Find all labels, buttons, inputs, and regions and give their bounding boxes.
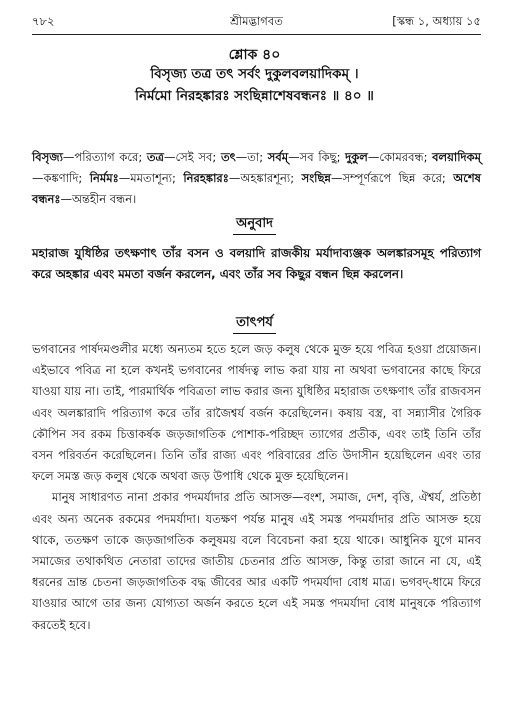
purport-paragraph-2: মানুষ সাধারণত নানা প্রকার পদমর্যাদার প্রতি আসক্ত—বংশ, সমাজ, দেশ, বৃত্তি, ঐশ্বর্য, প্রতিষ্ঠা এবং অন্য অনেক রকমের পদমর্যাদা। যতক্ষণ পর্যন্ত মানুষ এই সমস্ত পদমর্যাদার প্রতি আসক্ত হয়ে থাকে, ততক্ষণ তাকে জড়জাগতিক কলুষময় বলে বিবেচনা করা হয়ে থাকে। আধুনিক যুগে মানব সমাজের তথাকথিত নেতারা তাদের জাতীয় চেতনার প্রতি আসক্ত, কিন্তু তারা জানে না যে, এই ধরনের ভ্রান্ত চেতনা জড়জাগতিক বদ্ধ জীবের আর একটি পদমর্যাদা বোধ মাত্র। ভগবদ্-ধামে ফিরে যাওয়ার আগে তার জন্য যোগ্যতা অর্জন করতে হলে এই সমস্ত পদমর্যাদা বোধ মানুষকে পরিত্যাগ করতেই হবে। bbox=[32, 490, 481, 632]
sanskrit-word: নির্মমঃ bbox=[89, 171, 119, 185]
translation-heading: অনুবাদ bbox=[0, 215, 509, 235]
sanskrit-word: তত্র bbox=[146, 150, 164, 164]
sanskrit-word: বিসৃজ্য bbox=[32, 150, 63, 164]
translation-text: মহারাজ যুধিষ্ঠির তৎক্ষণাৎ তাঁর বসন ও বলয়াদি রাজকীয় মর্যাদাব্যঞ্জক অলঙ্কারসমূহ পরিত্যাগ করে অহঙ্কার এবং মমতা বর্জন করলেন, এবং তাঁর সব কিছুর বন্ধন ছিন্ন করলেন। bbox=[32, 246, 481, 281]
running-header bbox=[32, 10, 481, 32]
sanskrit-word: তৎ bbox=[220, 150, 236, 164]
sanskrit-word: সর্বম্ bbox=[267, 150, 289, 164]
word-meaning: সম্পূর্ণরূপে ছিন্ন করে; bbox=[342, 171, 454, 185]
sanskrit-word: দুকুল bbox=[345, 150, 368, 164]
sanskrit-word: অশেষ বন্ধনঃ bbox=[32, 171, 482, 206]
purport-paragraph-1: ভগবানের পার্ষদমণ্ডলীর মধ্যে অন্যতম হতে হলে জড় কলুষ থেকে মুক্ত হয়ে পবিত্র হওয়া প্রয়োজন। এইভাবে পবিত্র না হলে কখনই ভগবানের পার্ষদত্ব লাভ করা যায় না অথবা ভগবানের কাছে ফিরে যাওয়া যায় না। তাই, পারমার্থিক পবিত্রতা লাভ করার জন্য যুধিষ্ঠির মহারাজ তৎক্ষণাৎ তাঁর রাজবসন এবং অলঙ্কারাদি পরিত্যাগ করে তাঁর রাজৈশ্বর্য বর্জন করেছিলেন। কষায় বস্ত্র, বা সন্ন্যাসীর গৈরিক কৌপিন সব রকম চিত্তাকর্ষক জড়জাগতিক পোশাক-পরিচ্ছদ ত্যাগের প্রতীক, এবং তাই তিনি তাঁর বসন পরিবর্তন করেছিলেন। তিনি তাঁর রাজ্য এবং পরিবারের প্রতি উদাসীন হয়েছিলেন এবং তার ফলে সমস্ত জড় কলুষ থেকে অথবা জড় উপাধি থেকে মুক্ত হয়েছিলেন। bbox=[32, 342, 481, 484]
purport-text bbox=[32, 339, 481, 636]
sanskrit-word: বলয়াদিকম্ bbox=[432, 150, 481, 164]
sanskrit-word: সংছিন্ন bbox=[301, 171, 331, 185]
word-meaning: কঙ্কণাদি; bbox=[43, 171, 90, 185]
verse-number: শ্লোক ৪০ bbox=[228, 47, 281, 63]
word-meaning: সেই সব; bbox=[175, 150, 221, 164]
header-rule bbox=[32, 34, 481, 35]
word-meaning: পরিত্যাগ করে; bbox=[74, 150, 147, 164]
page-number: ৭৮২ bbox=[32, 14, 55, 28]
word-meaning: তা; bbox=[247, 150, 268, 164]
sanskrit-verse bbox=[28, 63, 481, 107]
word-meanings: বিসৃজ্য—পরিত্যাগ করে; তত্র—সেই সব; তৎ—তা; সর্বম্—সব কিছু; দুকুল—কোমরবন্ধ; বলয়াদিকম্—কঙ্কণাদি; নির্মমঃ—মমতাশূন্য; নিরহঙ্কারঃ—অহঙ্কারশূন্য; সংছিন্ন—সম্পূর্ণরূপে ছিন্ন করে; অশেষ বন্ধনঃ—অন্তহীন বন্ধন। bbox=[32, 150, 482, 206]
chapter-location: [স্কন্ধ ১, অধ্যায় ১৫ bbox=[392, 14, 481, 28]
sanskrit-word: নিরহঙ্কারঃ bbox=[183, 171, 229, 185]
verse-line-2: নির্মমো নিরহঙ্কারঃ সংছিন্নাশেষবন্ধনঃ ॥ ৪০ ॥ bbox=[135, 88, 374, 104]
word-meaning: অন্তহীন বন্ধন। bbox=[72, 192, 137, 206]
book-title: শ্রীমদ্ভাগবত bbox=[230, 14, 283, 28]
word-meaning: কোমরবন্ধ; bbox=[379, 150, 433, 164]
word-meaning: মমতাশূন্য; bbox=[130, 171, 184, 185]
verse-line-1: বিসৃজ্য তত্র তৎ সর্বং দুকুলবলয়াদিকম্ । bbox=[150, 66, 359, 82]
word-meaning: অহঙ্কারশূন্য; bbox=[240, 171, 302, 185]
word-meaning: সব কিছু; bbox=[299, 150, 346, 164]
purport-heading: তাৎপর্য bbox=[0, 314, 509, 334]
